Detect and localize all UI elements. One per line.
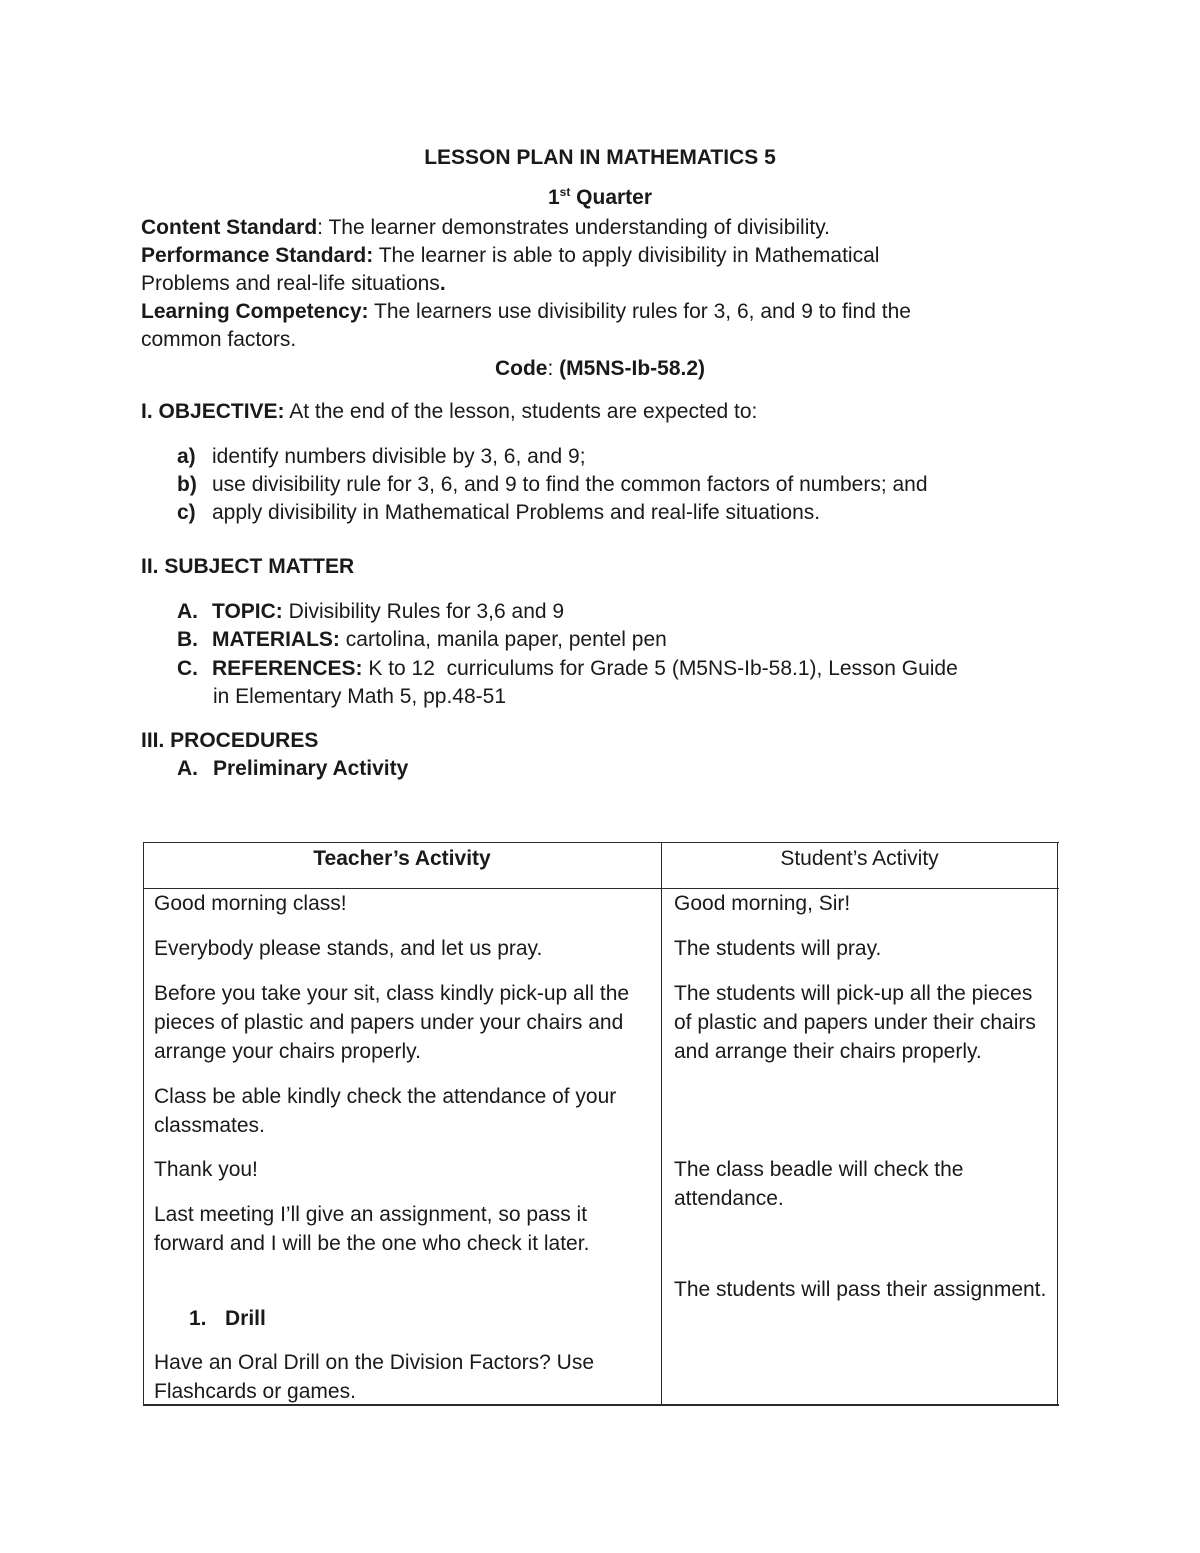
code-separator: : <box>547 357 560 380</box>
objective-item <box>177 470 928 499</box>
student-activity-header: Student’s Activity <box>780 847 939 870</box>
item-label: TOPIC: <box>212 600 283 623</box>
objective-label: OBJECTIVE: <box>158 400 285 423</box>
item-text: Divisibility Rules for 3,6 and 9 <box>282 600 565 623</box>
teacher-activity-header: Teacher’s Activity <box>313 847 491 870</box>
teacher-activity-text: Thank you! <box>154 1158 258 1181</box>
quarter-number: 1 <box>547 186 560 209</box>
objective-item-text: use divisibility rule for 3, 6, and 9 to find the common factors of numbers; and <box>212 473 928 496</box>
activity-table <box>143 842 1058 1405</box>
student-activity-text: The students will pass their assignment. <box>674 1278 1047 1301</box>
quarter-word: Quarter <box>576 186 653 209</box>
code-value: (M5NS-Ib-58.2) <box>559 357 706 380</box>
procedures-heading: III. PROCEDURES <box>141 729 319 752</box>
student-activity-text: The class beadle will check the attendance. <box>674 1158 964 1210</box>
objective-number: I. <box>141 400 153 423</box>
list-marker: b) <box>177 473 197 496</box>
list-marker: B. <box>177 628 198 651</box>
teacher-activity-text: Class be able kindly check the attendance of your classmates. <box>154 1085 617 1137</box>
objective-item <box>177 498 820 527</box>
drill-heading <box>189 1304 266 1333</box>
lesson-code <box>0 354 1200 383</box>
objective-heading <box>141 397 757 426</box>
subject-matter-item <box>177 597 564 626</box>
list-marker: A. <box>177 757 198 780</box>
objective-item <box>177 442 586 471</box>
quarter-superscript: st <box>559 185 571 199</box>
performance-standard-line-2 <box>141 269 1041 298</box>
performance-standard-label: Performance Standard: <box>141 244 374 267</box>
table-border <box>661 842 662 1406</box>
list-marker: C. <box>177 657 198 680</box>
item-label: REFERENCES: <box>212 657 363 680</box>
preliminary-activity-heading <box>177 754 408 783</box>
list-marker: c) <box>177 501 196 524</box>
content-standard-text: : The learner demonstrates understanding of divisibility. <box>317 216 831 239</box>
teacher-activity-text: Before you take your sit, class kindly pick-up all the pieces of plastic and papers under your chairs and arrange your chairs properly. <box>154 982 630 1063</box>
list-marker: a) <box>177 445 196 468</box>
objective-intro: At the end of the lesson, students are expected to: <box>284 400 758 423</box>
performance-standard-text: The learner is able to apply divisibility in Mathematical <box>373 244 880 267</box>
page-title: LESSON PLAN IN MATHEMATICS 5 <box>424 146 776 169</box>
quarter-heading <box>0 183 1200 212</box>
performance-standard-text-2: Problems and real-life situations <box>141 272 440 295</box>
learning-competency-text: The learners use divisibility rules for 3, 6, and 9 to find the <box>368 300 911 323</box>
content-standard-label: Content Standard <box>141 216 318 239</box>
subject-matter-item <box>177 654 958 683</box>
drill-label: Drill <box>225 1307 266 1330</box>
objective-item-text: identify numbers divisible by 3, 6, and 9; <box>212 445 586 468</box>
code-label: Code <box>494 357 548 380</box>
learning-competency <box>141 297 1041 326</box>
teacher-activity-text: Have an Oral Drill on the Division Factors? Use Flashcards or games. <box>154 1351 594 1403</box>
performance-standard-period: . <box>439 272 446 295</box>
performance-standard <box>141 241 1041 270</box>
subject-matter-heading: II. SUBJECT MATTER <box>141 555 355 578</box>
learning-competency-label: Learning Competency: <box>141 300 369 323</box>
preliminary-activity-label: Preliminary Activity <box>213 757 409 780</box>
learning-competency-line-2: common factors. <box>141 328 297 351</box>
content-standard <box>141 213 1041 242</box>
subject-matter-item-continued: in Elementary Math 5, pp.48-51 <box>213 685 506 708</box>
item-label: MATERIALS: <box>212 628 340 651</box>
teacher-activity-text: Everybody please stands, and let us pray. <box>154 937 543 960</box>
list-marker: 1. <box>189 1307 207 1330</box>
item-text: cartolina, manila paper, pentel pen <box>339 628 667 651</box>
table-border <box>1057 842 1058 1406</box>
item-text: K to 12 curriculums for Grade 5 (M5NS-Ib-58.1), Lesson Guide <box>362 657 958 680</box>
teacher-activity-text: Good morning class! <box>154 892 347 915</box>
objective-item-text: apply divisibility in Mathematical Problems and real-life situations. <box>212 501 821 524</box>
student-activity-text: The students will pick-up all the pieces of plastic and papers under their chairs and arrange their chairs properly. <box>674 982 1036 1063</box>
subject-matter-item <box>177 625 667 654</box>
list-marker: A. <box>177 600 198 623</box>
student-activity-text: Good morning, Sir! <box>674 892 851 915</box>
student-activity-text: The students will pray. <box>674 937 882 960</box>
teacher-activity-text: Last meeting I’ll give an assignment, so pass it forward and I will be the one who check it later. <box>154 1203 590 1255</box>
table-border <box>143 842 144 1406</box>
